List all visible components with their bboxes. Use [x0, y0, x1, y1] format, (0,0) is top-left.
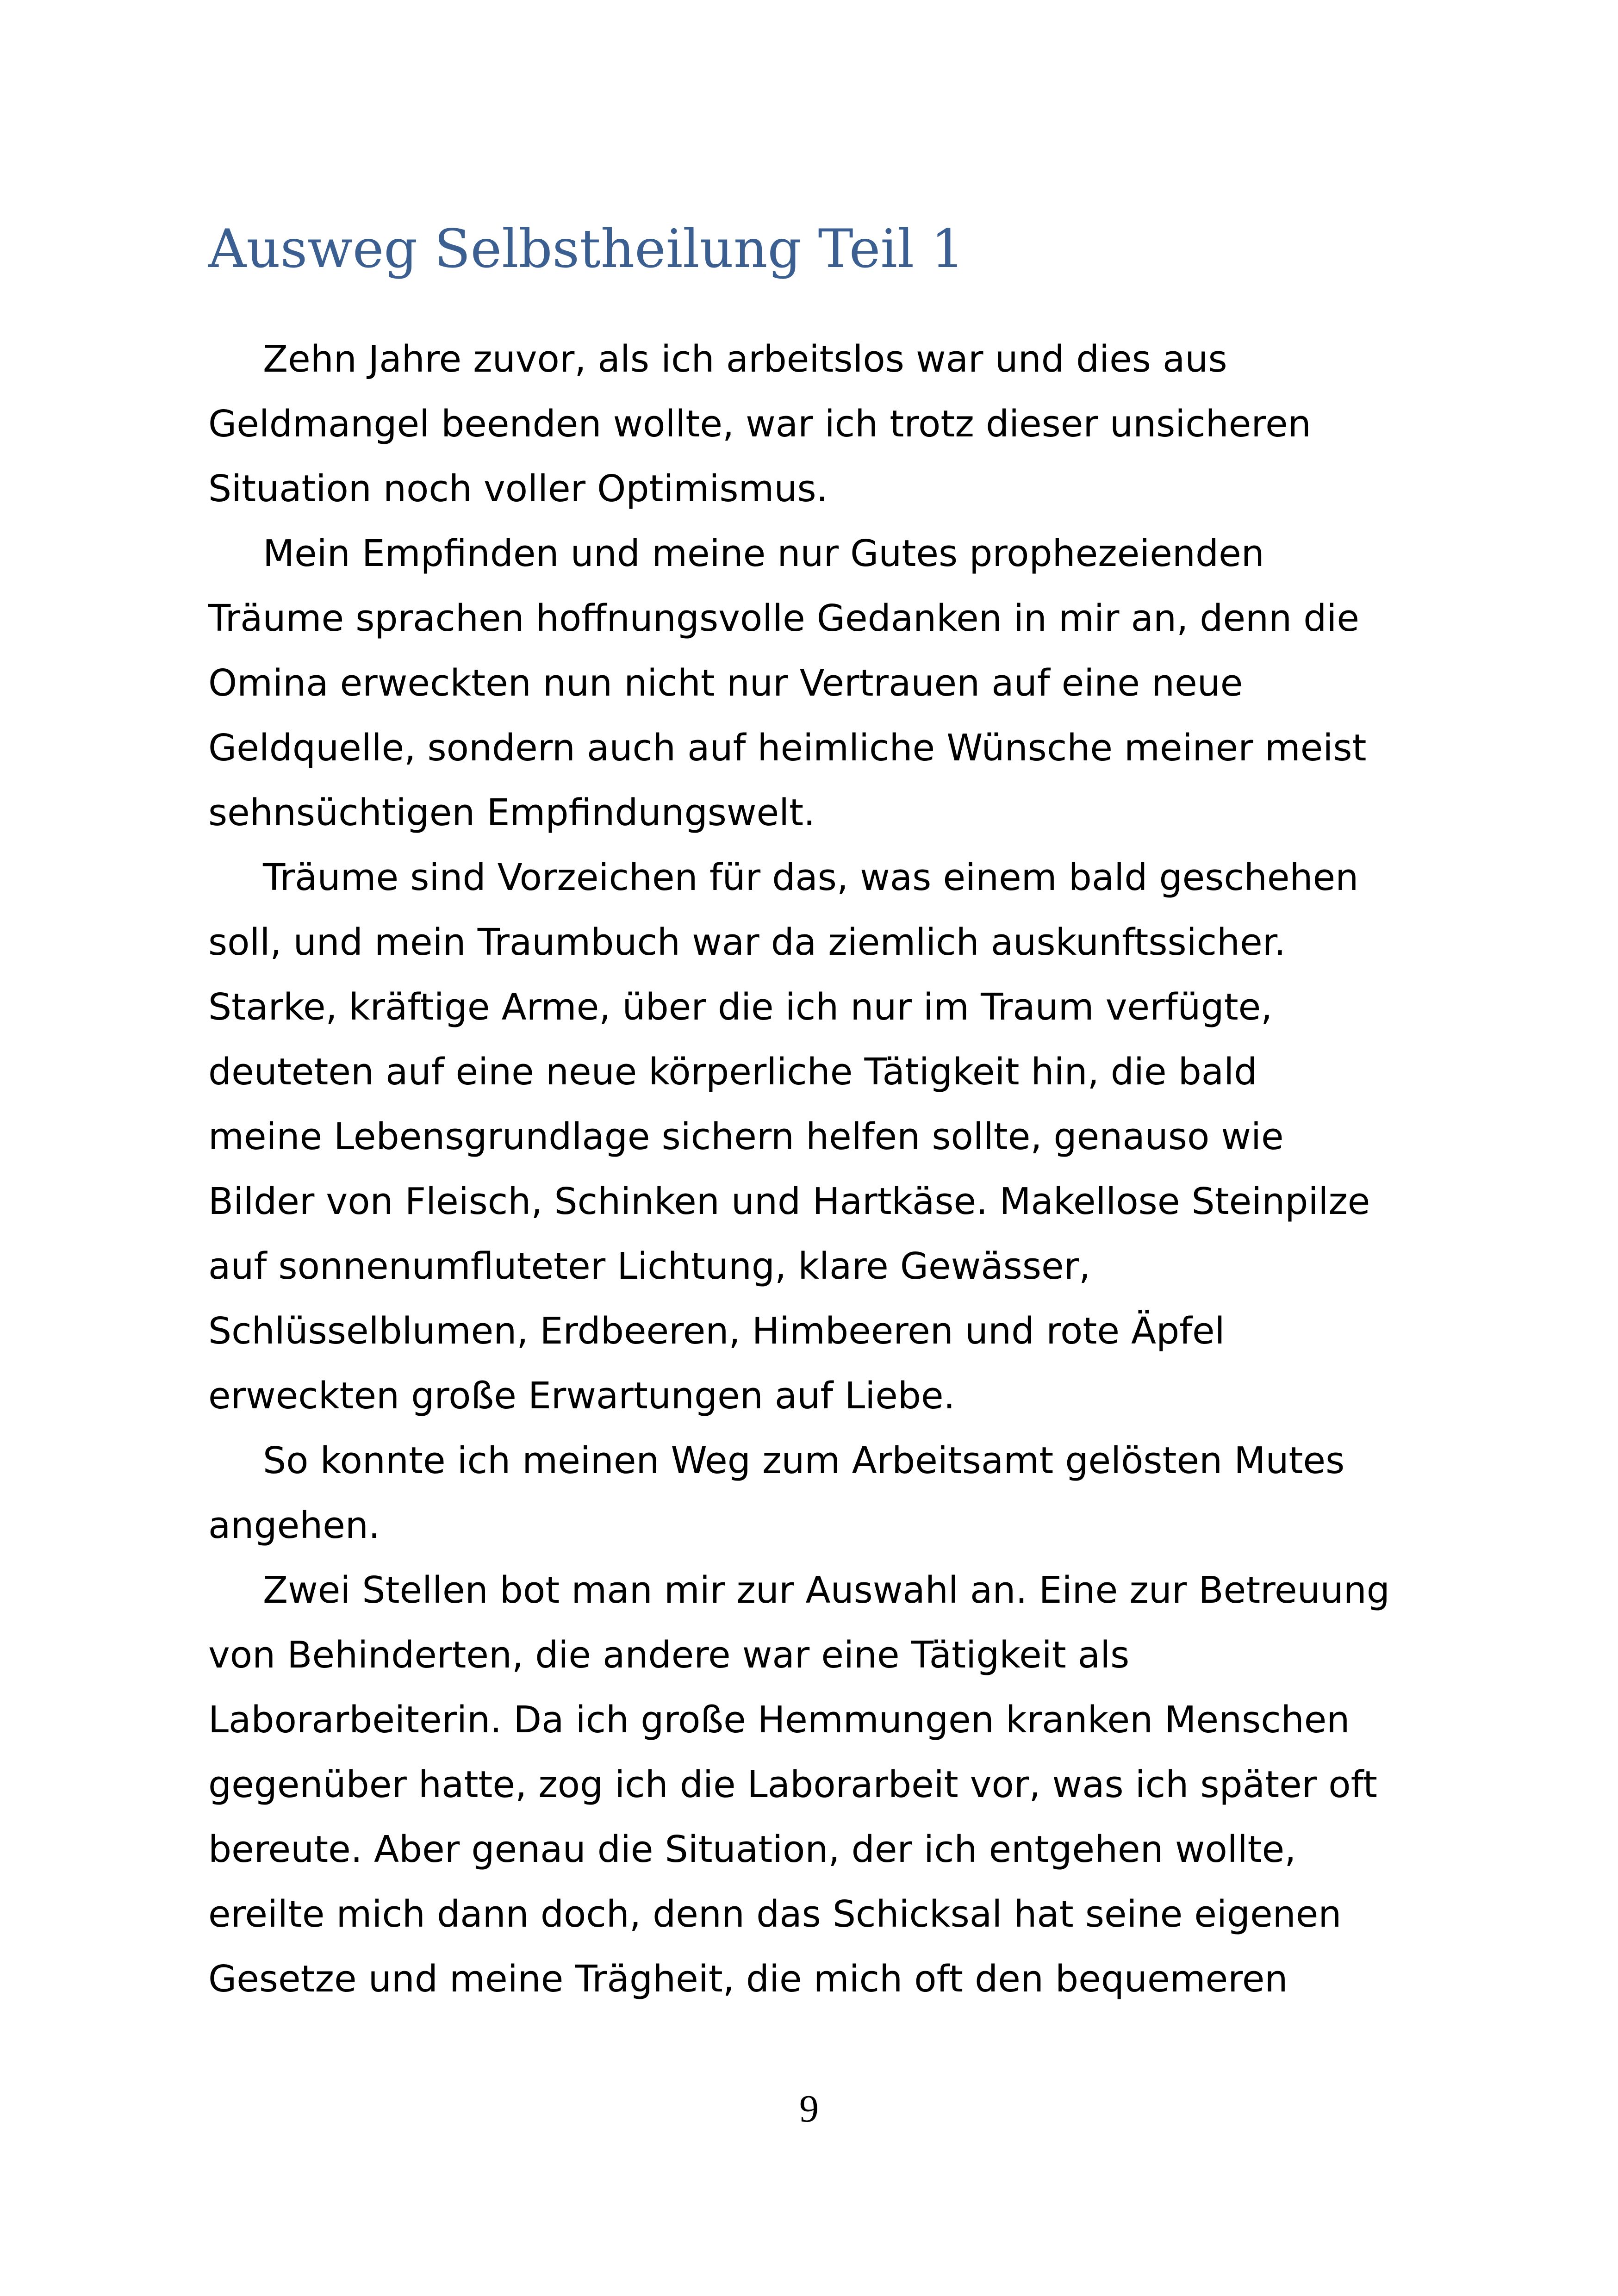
text-line: ereilte mich dann doch, denn das Schicksal hat seine eigenen	[208, 1893, 1342, 1935]
text-line: Bilder von Fleisch, Schinken und Hartkäse. Makellose Steinpilze	[208, 1180, 1370, 1223]
text-line: Schlüsselblumen, Erdbeeren, Himbeeren und rote Äpfel	[208, 1310, 1225, 1352]
text-line: So konnte ich meinen Weg zum Arbeitsamt gelösten Mutes	[263, 1439, 1345, 1482]
text-line: Geldmangel beenden wollte, war ich trotz dieser unsicheren	[208, 403, 1311, 445]
text-line: sehnsüchtigen Empfindungswelt.	[208, 791, 815, 834]
text-line: erweckten große Erwartungen auf Liebe.	[208, 1375, 955, 1417]
text-line: angehen.	[208, 1504, 380, 1547]
text-line: Zehn Jahre zuvor, als ich arbeitslos war und dies aus	[263, 338, 1227, 380]
text-line: Geldquelle, sondern auch auf heimliche Wünsche meiner meist	[208, 727, 1367, 769]
body-text	[208, 327, 1421, 2011]
text-line: Mein Empfinden und meine nur Gutes prophezeienden	[263, 532, 1264, 575]
text-line: Starke, kräftige Arme, über die ich nur im Traum verfügte,	[208, 986, 1273, 1028]
page-number: 9	[799, 2087, 819, 2130]
text-line: soll, und mein Traumbuch war da ziemlich auskunftssicher.	[208, 921, 1286, 964]
text-line: bereute. Aber genau die Situation, der ich entgehen wollte,	[208, 1828, 1296, 1871]
text-line: Laborarbeiterin. Da ich große Hemmungen kranken Menschen	[208, 1699, 1350, 1741]
text-line: meine Lebensgrundlage sichern helfen sollte, genauso wie	[208, 1115, 1284, 1158]
text-line: gegenüber hatte, zog ich die Laborarbeit vor, was ich später oft	[208, 1763, 1377, 1806]
text-line: deuteten auf eine neue körperliche Tätigkeit hin, die bald	[208, 1051, 1257, 1093]
text-line: Gesetze und meine Trägheit, die mich oft den bequemeren	[208, 1958, 1288, 2000]
text-line: Zwei Stellen bot man mir zur Auswahl an. Eine zur Betreuung	[263, 1569, 1390, 1612]
text-line: Träume sind Vorzeichen für das, was einem bald geschehen	[263, 856, 1359, 899]
chapter-heading: Ausweg Selbstheilung Teil 1	[208, 218, 965, 280]
text-line: Träume sprachen hoffnungsvolle Gedanken in mir an, denn die	[208, 597, 1359, 640]
text-line: Situation noch voller Optimismus.	[208, 467, 828, 510]
text-line: von Behinderten, die andere war eine Tätigkeit als	[208, 1634, 1130, 1676]
text-line: Omina erweckten nun nicht nur Vertrauen auf eine neue	[208, 662, 1243, 704]
text-line: auf sonnenumfluteter Lichtung, klare Gewässer,	[208, 1245, 1091, 1288]
